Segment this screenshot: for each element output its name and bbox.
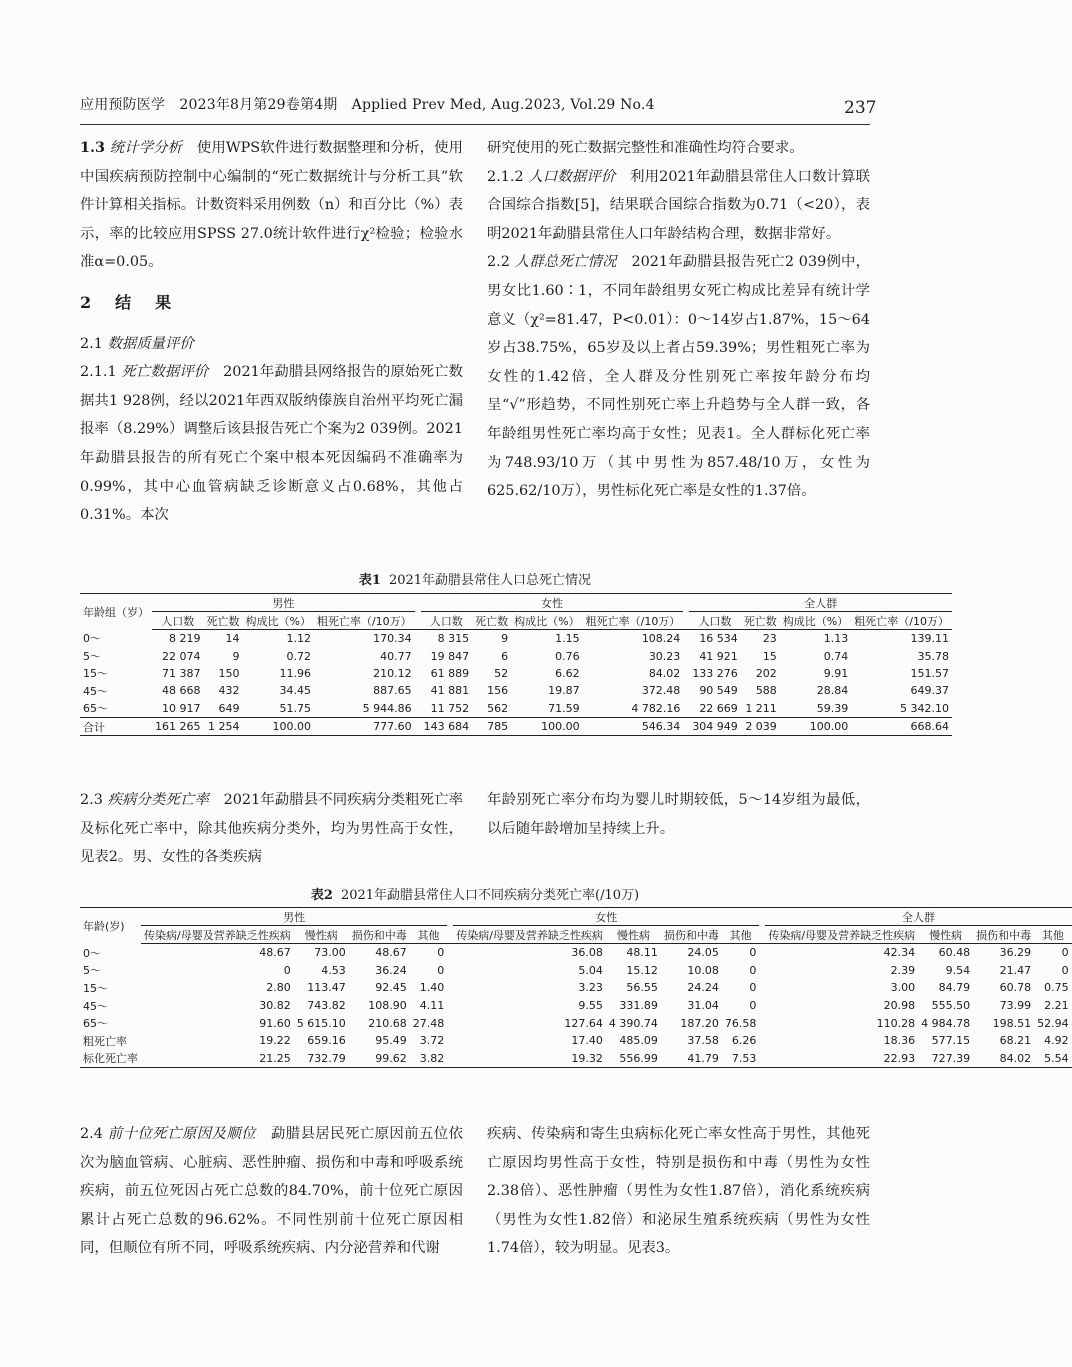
table-cell: 161 265 [152,717,204,735]
table-cell: 887.65 [373,684,412,698]
table-cell: 6.26 [731,1034,757,1048]
table-row [80,647,952,664]
table2-subheader: 慢性病 [918,926,973,944]
section-2-1 [80,330,463,359]
table-cell: 28.84 [816,684,849,698]
row-label: 15～ [83,667,108,681]
table-cell: 19 847 [430,649,470,663]
table-cell: 2.80 [266,981,291,995]
table2-subheader: 其他 [722,926,760,944]
table-cell: 151.57 [910,666,949,680]
table-cell: 8 315 [437,632,470,646]
table-cell: 777.60 [314,717,415,735]
table2-subheader: 慢性病 [606,926,661,944]
table-cell: 22.93 [765,1050,918,1068]
page-number: 237 [844,98,877,118]
table1-subheader: 构成比（%） [780,612,851,630]
table-row [80,962,1072,980]
table-row [80,682,952,699]
table-cell: 170.34 [373,632,412,646]
continued-text: 研究使用的死亡数据完整性和准确性均符合要求。 [487,140,804,156]
table1-age-header: 年龄组（岁） [80,594,152,630]
table-cell: 95.49 [375,1034,407,1048]
table-cell: 23 [762,632,777,646]
table-cell: 6 [501,649,509,663]
table1-subheader: 粗死亡率（/10万） [851,612,952,630]
section-number: 1.3 [80,139,106,156]
table-cell: 6.62 [555,666,580,680]
table-cell: 331.89 [619,999,658,1013]
left-column-mid [80,786,463,872]
table-cell: 0.72 [286,649,311,663]
table-cell: 2.21 [1044,999,1069,1013]
section-title: 死亡数据评价 [121,364,209,381]
table1-group-female: 女性 [421,594,684,612]
section-text: 勐腊县居民死亡原因前五位依次为脑血管病、心脏病、恶性肿瘤、损伤和中毒和呼吸系统疾病，前五位死因占死亡总数的84.70%，前十位死亡原因累计占死亡总数的96.62%。不同性别前十位死亡原因相同，但顺位有所不同，呼吸系统疾病、内分泌营养和代谢 [80,1126,464,1257]
table-cell: 485.09 [619,1034,658,1048]
table-cell: 0 [283,963,291,977]
table-cell: 52.94 [1037,1016,1069,1030]
table-cell: 727.39 [918,1050,973,1068]
table-cell: 18.36 [883,1034,916,1048]
section-text: 使用WPS软件进行数据整理和分析，使用中国疾病预防控制中心编制的“死亡数据统计与分析工具”软件计算相关指标。计数资料采用例数（n）和百分比（%）表示，率的比较应用SPSS 27.0统计软件进行χ²检验；检验水准α=0.05。 [80,140,463,271]
section-title: 人群总死亡情况 [514,254,617,271]
table2-subheader: 其他 [410,926,448,944]
table-cell: 56.55 [626,981,658,995]
table-cell: 659.16 [307,1034,346,1048]
table-cell: 372.48 [641,684,681,698]
table2-subheader: 其他 [1034,926,1072,944]
table-cell: 5 342.10 [899,701,949,715]
table1-subheader: 死亡数 [204,612,243,630]
table-cell: 5.04 [578,963,603,977]
table-cell: 9.91 [823,666,849,680]
table-cell: 0.76 [555,649,580,663]
table-cell: 0 [749,946,757,960]
table-cell: 5 944.86 [362,701,412,715]
table-cell: 150 [218,666,240,680]
table-cell: 21.25 [141,1050,294,1068]
table1-subheader: 死亡数 [741,612,780,630]
table-cell: 31.04 [687,999,719,1013]
table-cell: 4 782.16 [631,701,681,715]
table-row [80,717,952,735]
section-number: 2.1.2 [487,168,524,185]
results-heading: 2 结 果 [80,292,176,312]
table-cell: 7.53 [722,1050,760,1068]
table-cell: 2 039 [741,717,780,735]
table-cell: 100.00 [780,717,851,735]
table-cell: 127.64 [564,1016,603,1030]
table2-group-male: 男性 [141,908,447,926]
table-cell: 68.21 [999,1034,1032,1048]
table2-subheader: 传染病/母婴及营养缺乏性疾病 [141,926,294,944]
table1-subheader: 构成比（%） [511,612,582,630]
table2-subheader: 损伤和中毒 [661,926,722,944]
right-column-bottom [487,1120,870,1263]
section-2-1-2 [487,163,870,249]
table-cell: 84.02 [973,1050,1034,1068]
table2-caption [80,884,870,903]
table1-subheader: 粗死亡率（/10万） [314,612,415,630]
row-label: 0～ [83,632,101,646]
table-cell: 60.78 [999,981,1032,995]
table-cell: 668.64 [851,717,952,735]
table-row [80,1014,1072,1032]
table1-group-all: 全人群 [689,594,952,612]
row-label: 5～ [83,650,101,664]
section-2-2 [487,248,870,505]
table-cell: 27.48 [412,1016,445,1030]
table-cell: 99.62 [349,1050,410,1068]
table-cell: 92.45 [375,981,407,995]
table2-subheader: 传染病/母婴及营养缺乏性疾病 [453,926,606,944]
table1-subheader: 人口数 [152,612,204,630]
table-cell: 36.29 [999,946,1032,960]
table-cell: 90 549 [699,684,738,698]
table1-caption-text: 2021年勐腊县常住人口总死亡情况 [388,573,592,588]
table-cell: 11 752 [430,701,470,715]
header-rule [80,124,870,125]
table-cell: 432 [218,684,240,698]
section-number: 2.4 [80,1126,103,1142]
table-cell: 100.00 [511,717,582,735]
table-cell: 52 [494,666,509,680]
table2-caption-text: 2021年勐腊县常住人口不同疾病分类死亡率(/10万) [340,888,640,903]
section-1-3 [80,134,463,277]
table-cell: 10 917 [162,701,201,715]
section-text: 2021年勐腊县报告死亡2 039例中，男女比1.60∶1，不同年龄组男女死亡构成比差异有统计学意义（χ²=81.47，P<0.01）：0～14岁占1.87%，15～64岁占38.75%，65岁及以上者占59.39%；男性粗死亡率为女性的1.42倍，全人群及分性别死亡率按年龄分布均呈“√”形趋势，不同性别死亡率上升趋势与全人群一致，各年龄组男性死亡率均高于女性；见表1。全人群标化死亡率为748.93/10万（其中男性为857.48/10万，女性为625.62/10万），男性标化死亡率是女性的1.37倍。 [487,254,870,500]
table-cell: 3.23 [578,981,603,995]
table-row [80,1032,1072,1050]
table-cell: 110.28 [876,1016,916,1030]
table-cell: 73.99 [999,999,1032,1013]
table-cell: 743.82 [307,999,346,1013]
table-cell: 21.47 [999,963,1032,977]
table2-group-female: 女性 [453,908,759,926]
table-cell: 556.99 [606,1050,661,1068]
table-cell: 34.45 [279,684,311,698]
left-column-top [80,134,463,530]
table-cell: 71.59 [548,701,580,715]
section-2-1-1 [80,358,463,530]
section-number: 2.1.1 [80,364,117,381]
row-label: 标化死亡率 [80,1050,141,1068]
table-cell: 304 949 [689,717,741,735]
table-cell: 16 534 [699,632,738,646]
row-label: 65～ [83,702,108,716]
table-cell: 1.40 [419,981,445,995]
table2-subheader: 传染病/母婴及营养缺乏性疾病 [765,926,918,944]
table-cell: 649.37 [910,684,949,698]
table-row [80,665,952,682]
section-title: 人口数据评价 [528,168,616,185]
table-cell: 42.34 [883,946,916,960]
table-cell: 210.68 [368,1016,407,1030]
table1-subheader: 构成比（%） [243,612,314,630]
table-cell: 48 668 [162,684,201,698]
table2-group-all: 全人群 [765,908,1071,926]
right-column-top [487,134,870,506]
table-cell: 48.11 [626,946,658,960]
table-cell: 133 276 [692,666,738,680]
table-cell: 3.82 [410,1050,448,1068]
table-cell: 9 [501,632,509,646]
section-text: 2021年勐腊县不同疾病分类粗死亡率及标化死亡率中，除其他疾病分类外，均为男性高于女性，见表2。男、女性的各类疾病 [80,792,464,866]
section-title: 数据质量评价 [107,335,194,352]
table2-subheader: 损伤和中毒 [973,926,1034,944]
table1-subheader: 粗死亡率（/10万） [583,612,684,630]
table-cell: 187.20 [680,1016,719,1030]
table-cell: 59.39 [816,701,849,715]
table-cell: 15 [762,649,777,663]
table-cell: 577.15 [931,1034,971,1048]
table-cell: 19.87 [548,684,580,698]
row-label: 合计 [80,717,152,735]
table-cell: 30.82 [259,999,291,1013]
table-cell: 0 [1061,946,1069,960]
table-cell: 36.08 [571,946,603,960]
table-row [80,630,952,648]
table-cell: 0.74 [823,649,849,663]
table-cell: 210.12 [373,666,412,680]
table-cell: 0 [437,963,445,977]
table-cell: 41.79 [661,1050,722,1068]
table-cell: 139.11 [910,632,949,646]
table-cell: 1 254 [204,717,243,735]
table-cell: 0 [749,999,757,1013]
table-cell: 3.00 [890,981,916,995]
table2-subheader: 损伤和中毒 [349,926,410,944]
section-text: 利用2021年勐腊县常住人口数计算联合国综合指数[5]，结果联合国综合指数为0.71（<20），表明2021年勐腊县常住人口年龄结构合理，数据非常好。 [487,168,870,242]
table-cell: 555.50 [931,999,971,1013]
table-cell: 2.39 [890,963,916,977]
table-cell: 91.60 [259,1016,291,1030]
table-row [80,1050,1072,1068]
row-label: 45～ [83,999,108,1013]
table-cell: 649 [218,701,240,715]
table-cell: 10.08 [687,963,719,977]
table-cell: 4.92 [1044,1034,1069,1048]
table-cell: 84.02 [648,666,681,680]
table-cell: 41 921 [699,649,738,663]
table-cell: 1 211 [745,701,777,715]
table-cell: 546.34 [583,717,684,735]
table-cell: 48.67 [259,946,291,960]
table-cell: 113.47 [307,981,346,995]
table-cell: 0 [1061,963,1069,977]
table-cell: 19.32 [453,1050,606,1068]
table-row [80,700,952,718]
row-label: 65～ [83,1017,108,1031]
table-cell: 14 [225,632,240,646]
section-2-4 [80,1120,463,1263]
table2-label: 表2 [310,888,333,903]
table1-subheader: 人口数 [689,612,741,630]
section-number: 2.2 [487,254,510,271]
table-cell: 785 [472,717,511,735]
row-label: 粗死亡率 [83,1034,127,1048]
table-cell: 4 984.78 [921,1016,971,1030]
table-cell: 3.72 [419,1034,445,1048]
table-cell: 732.79 [294,1050,349,1068]
table-cell: 24.05 [687,946,719,960]
table-row [80,944,1072,962]
table-cell: 4 390.74 [608,1016,658,1030]
table1-subheader: 人口数 [421,612,473,630]
table-cell: 17.40 [571,1034,603,1048]
table-cell: 143 684 [421,717,473,735]
section-title: 统计学分析 [109,140,183,156]
table-cell: 15.12 [626,963,658,977]
table-cell: 202 [755,666,777,680]
table-cell: 0 [749,963,757,977]
table-cell: 11.96 [279,666,311,680]
left-column-bottom [80,1120,463,1263]
table-cell: 41 881 [430,684,470,698]
table-cell: 24.24 [687,981,719,995]
table2 [80,907,1072,1068]
section-number: 2.3 [80,792,103,808]
section-number: 2.1 [80,335,103,352]
table-cell: 4.11 [419,999,445,1013]
table-cell: 156 [487,684,509,698]
table-cell: 40.77 [380,649,412,663]
row-label: 15～ [83,981,108,995]
table-cell: 9.54 [945,963,971,977]
table-cell: 36.24 [375,963,407,977]
table1-label: 表1 [358,573,381,588]
table2-age-header: 年龄(岁) [80,908,141,944]
table-cell: 71 387 [162,666,201,680]
table-row [80,979,1072,997]
table1 [80,593,952,736]
table-cell: 1.12 [286,632,311,646]
section-text: 2021年勐腊县网络报告的原始死亡数据共1 928例，经以2021年西双版纳傣族自治州平均死亡漏报率（8.29%）调整后该县报告死亡个案为2 039例。2021年勐腊县报告的所有死亡个案中根本死因编码不准确率为0.99%，其中心血管病缺乏诊断意义占0.68%，其他占0.31%。本次 [80,364,463,524]
table-cell: 35.78 [917,649,949,663]
table-cell: 8 219 [169,632,201,646]
table-cell: 0.75 [1044,981,1069,995]
table-cell: 562 [487,701,509,715]
running-head: 应用预防医学 2023年8月第29卷第4期 Applied Prev Med, Aug.2023, Vol.29 No.4 [80,97,655,113]
table-cell: 108.90 [368,999,407,1013]
table-cell: 84.79 [938,981,971,995]
table-cell: 22 669 [699,701,738,715]
continued-text: 疾病、传染病和寄生虫病标化死亡率女性高于男性，其他死亡原因均男性高于女性，特别是损伤和中毒（男性为女性2.38倍）、恶性肿瘤（男性为女性1.87倍），消化系统疾病（男性为女性1.82倍）和泌尿生殖系统疾病（男性为女性1.74倍），较为明显。见表3。 [487,1126,870,1257]
table-cell: 20.98 [883,999,916,1013]
table-cell: 30.23 [648,649,681,663]
table-cell: 9.55 [578,999,603,1013]
table-row [80,997,1072,1015]
table-cell: 108.24 [641,632,681,646]
table-cell: 0 [437,946,445,960]
section-2-3 [80,786,463,872]
right-column-mid [487,786,870,843]
row-label: 5～ [83,964,101,978]
row-label: 0～ [83,946,101,960]
table-cell: 73.00 [314,946,346,960]
table-cell: 100.00 [243,717,314,735]
table-cell: 61 889 [430,666,470,680]
continued-text: 年龄别死亡率分布均为婴儿时期较低，5～14岁组为最低，以后随年龄增加呈持续上升。 [487,792,870,837]
table1-caption [80,569,870,588]
table1-subheader: 死亡数 [472,612,511,630]
row-label: 45～ [83,684,108,698]
section-title: 前十位死亡原因及顺位 [107,1126,256,1142]
section-title: 疾病分类死亡率 [107,792,209,808]
table-cell: 198.51 [992,1016,1032,1030]
table-cell: 588 [755,684,777,698]
table-cell: 19.22 [259,1034,291,1048]
table-cell: 48.67 [375,946,407,960]
table-cell: 5.54 [1034,1050,1072,1068]
table-cell: 60.48 [938,946,971,960]
table-cell: 1.13 [823,632,849,646]
table-cell: 0 [749,981,757,995]
table1-group-male: 男性 [152,594,415,612]
table2-subheader: 慢性病 [294,926,349,944]
table-cell: 51.75 [279,701,311,715]
table-cell: 4.53 [321,963,346,977]
table-cell: 37.58 [687,1034,719,1048]
table-cell: 5 615.10 [296,1016,346,1030]
table-cell: 76.58 [724,1016,757,1030]
table-cell: 9 [232,649,240,663]
table-cell: 22 074 [162,649,201,663]
table-cell: 1.15 [555,632,580,646]
